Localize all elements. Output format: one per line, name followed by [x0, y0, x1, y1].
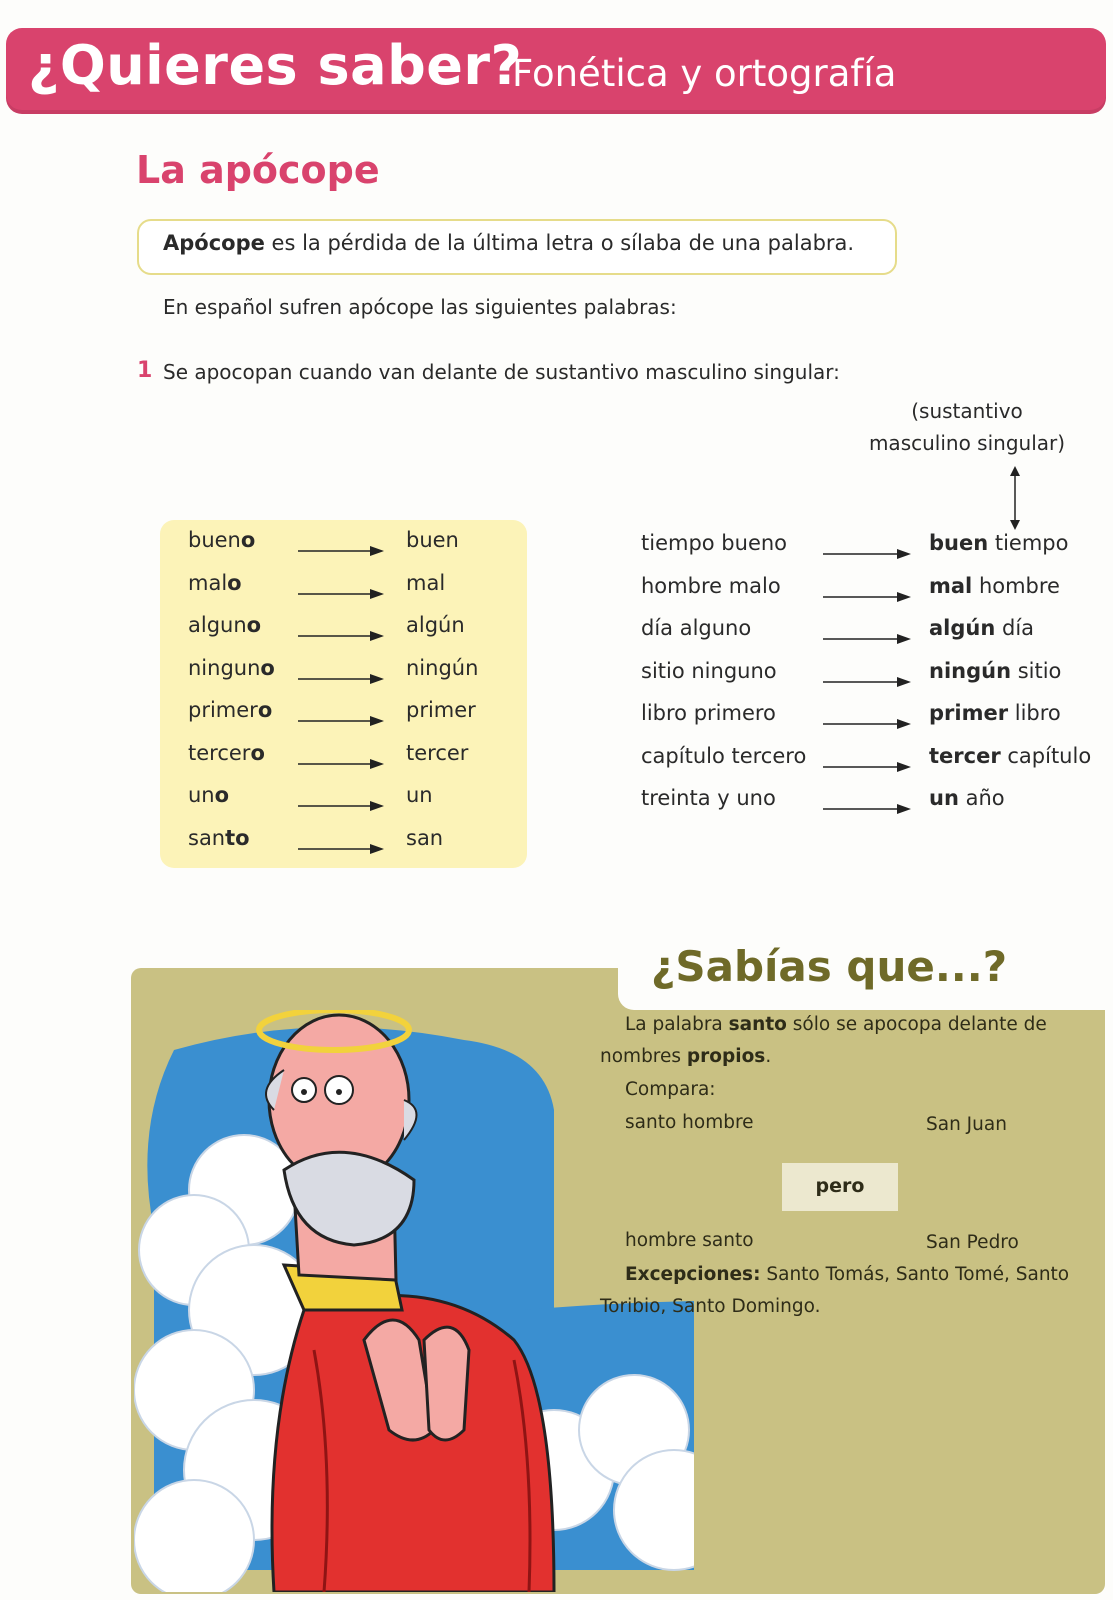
word-ending: o	[260, 655, 275, 680]
example-noun: libro	[1008, 701, 1061, 725]
example-apocope-word: primer	[929, 701, 1009, 725]
item-text: Se apocopan cuando van delante de sustantivo masculino singular:	[163, 360, 840, 384]
full-word	[188, 656, 275, 680]
example-apocope-word: buen	[929, 531, 989, 555]
example-noun: año	[958, 786, 1005, 810]
example-row	[641, 744, 1101, 774]
sabias-line2	[600, 1046, 771, 1067]
full-word	[188, 613, 261, 637]
right-arrow-icon	[298, 715, 384, 727]
header-banner	[6, 28, 1106, 114]
word-ending: o	[246, 613, 262, 637]
right-arrow-icon	[823, 803, 911, 815]
sabias-p2-c: .	[765, 1046, 772, 1067]
example-apocope-word: algún	[929, 616, 996, 640]
sabias-p1-a: La palabra	[625, 1014, 729, 1035]
sabias-line1	[625, 1014, 1047, 1035]
example-row	[641, 786, 1101, 816]
example-original: hombre malo	[641, 573, 781, 598]
example-original: sitio ninguno	[641, 658, 777, 683]
sabias-exc-text1: Santo Tomás, Santo Tomé, Santo	[760, 1264, 1070, 1285]
example-original: tiempo bueno	[641, 531, 788, 555]
word-row	[188, 613, 488, 643]
definition-box	[137, 219, 897, 275]
right-arrow-icon	[298, 673, 384, 685]
example-original: día alguno	[641, 616, 752, 640]
sabias-ex2-right: San Pedro	[926, 1232, 1019, 1253]
short-word: ningún	[406, 655, 479, 680]
short-word: buen	[406, 528, 459, 552]
example-original: treinta y uno	[641, 786, 776, 810]
word-ending: o	[257, 698, 273, 722]
right-arrow-icon	[823, 548, 911, 560]
right-arrow-icon	[823, 676, 911, 688]
word-ending: o	[214, 783, 230, 807]
word-row	[188, 528, 488, 558]
sabias-compara: Compara:	[625, 1079, 716, 1100]
right-arrow-icon	[823, 633, 911, 645]
header-title: ¿Quieres saber?	[28, 34, 523, 97]
example-row	[641, 531, 1101, 561]
word-stem: un	[188, 783, 215, 807]
example-apocopated	[929, 531, 1069, 555]
sabias-p1-c: sólo se apocopa delante de	[786, 1014, 1047, 1035]
word-ending: to	[225, 825, 250, 850]
did-you-know-title: ¿Sabías que...?	[651, 942, 1008, 991]
definition-body: es la pérdida de la última letra o sílaba de una palabra.	[264, 231, 855, 255]
short-word: primer	[406, 698, 476, 722]
word-row	[188, 656, 488, 686]
definition-text	[163, 231, 854, 255]
example-apocopated	[929, 744, 1091, 768]
pero-label: pero	[815, 1175, 865, 1197]
short-word: san	[406, 825, 444, 850]
item-number: 1	[137, 358, 153, 383]
example-apocopated	[929, 616, 1034, 640]
example-apocope-word: mal	[929, 573, 973, 598]
word-row	[188, 741, 488, 771]
short-word: un	[406, 783, 433, 807]
word-stem: ningun	[188, 655, 261, 680]
sabias-ex1-left: santo hombre	[625, 1112, 754, 1133]
example-apocopated	[929, 659, 1061, 683]
example-noun: capítulo	[1000, 743, 1092, 768]
example-original: libro primero	[641, 701, 776, 725]
word-stem: mal	[188, 570, 228, 595]
example-row	[641, 701, 1101, 731]
short-word: tercer	[406, 740, 469, 765]
header-subtitle: Fonética y ortografía	[512, 52, 897, 95]
right-arrow-icon	[823, 591, 911, 603]
double-arrow-icon	[1007, 466, 1023, 530]
word-row	[188, 571, 488, 601]
short-word: mal	[406, 570, 446, 595]
word-stem: san	[188, 825, 226, 850]
sabias-p1-b: santo	[728, 1014, 787, 1035]
example-apocope-word: ningún	[929, 658, 1012, 683]
pero-box	[782, 1163, 898, 1211]
example-noun: sitio	[1011, 658, 1062, 683]
right-arrow-icon	[298, 588, 384, 600]
word-stem: primer	[188, 698, 258, 722]
word-row	[188, 783, 488, 813]
short-word: algún	[406, 613, 465, 637]
right-arrow-icon	[823, 718, 911, 730]
example-apocope-word: un	[929, 786, 959, 810]
word-stem: algun	[188, 613, 247, 637]
example-row	[641, 616, 1101, 646]
word-row	[188, 826, 488, 856]
example-apocope-word: tercer	[929, 743, 1001, 768]
word-stem: tercer	[188, 740, 251, 765]
word-ending: o	[250, 740, 265, 765]
full-word	[188, 741, 265, 765]
word-stem: buen	[188, 528, 241, 552]
right-arrow-icon	[298, 843, 384, 855]
example-noun: día	[995, 616, 1035, 640]
word-ending: o	[227, 570, 242, 595]
right-arrow-icon	[298, 758, 384, 770]
sabias-p2-a: nombres	[600, 1046, 687, 1067]
sabias-exc-label: Excepciones:	[625, 1264, 761, 1285]
example-row	[641, 574, 1101, 604]
full-word	[188, 698, 272, 722]
section-title: La apócope	[136, 148, 380, 192]
sabias-ex1-right: San Juan	[926, 1114, 1007, 1135]
intro-text: En español sufren apócope las siguientes palabras:	[163, 295, 677, 319]
noun-note-line1: (sustantivo	[911, 399, 1023, 423]
sabias-exceptions-line1	[625, 1264, 1069, 1285]
full-word	[188, 571, 242, 595]
example-noun: tiempo	[988, 531, 1069, 555]
sabias-exceptions-line2: Toribio, Santo Domingo.	[600, 1296, 821, 1317]
example-apocopated	[929, 786, 1005, 810]
definition-term: Apócope	[163, 231, 265, 255]
example-apocopated	[929, 701, 1061, 725]
example-apocopated	[929, 574, 1060, 598]
word-ending: o	[240, 528, 256, 552]
noun-note	[862, 395, 1072, 459]
right-arrow-icon	[298, 800, 384, 812]
right-arrow-icon	[298, 545, 384, 557]
sabias-ex2-left: hombre santo	[625, 1230, 754, 1251]
noun-note-line2: masculino singular)	[868, 431, 1066, 455]
right-arrow-icon	[298, 630, 384, 642]
sabias-p2-b: propios	[686, 1046, 766, 1067]
example-original: capítulo tercero	[641, 743, 807, 768]
example-noun: hombre	[972, 573, 1060, 598]
word-row	[188, 698, 488, 728]
full-word	[188, 826, 250, 850]
right-arrow-icon	[823, 761, 911, 773]
example-row	[641, 659, 1101, 689]
full-word	[188, 528, 255, 552]
full-word	[188, 783, 229, 807]
